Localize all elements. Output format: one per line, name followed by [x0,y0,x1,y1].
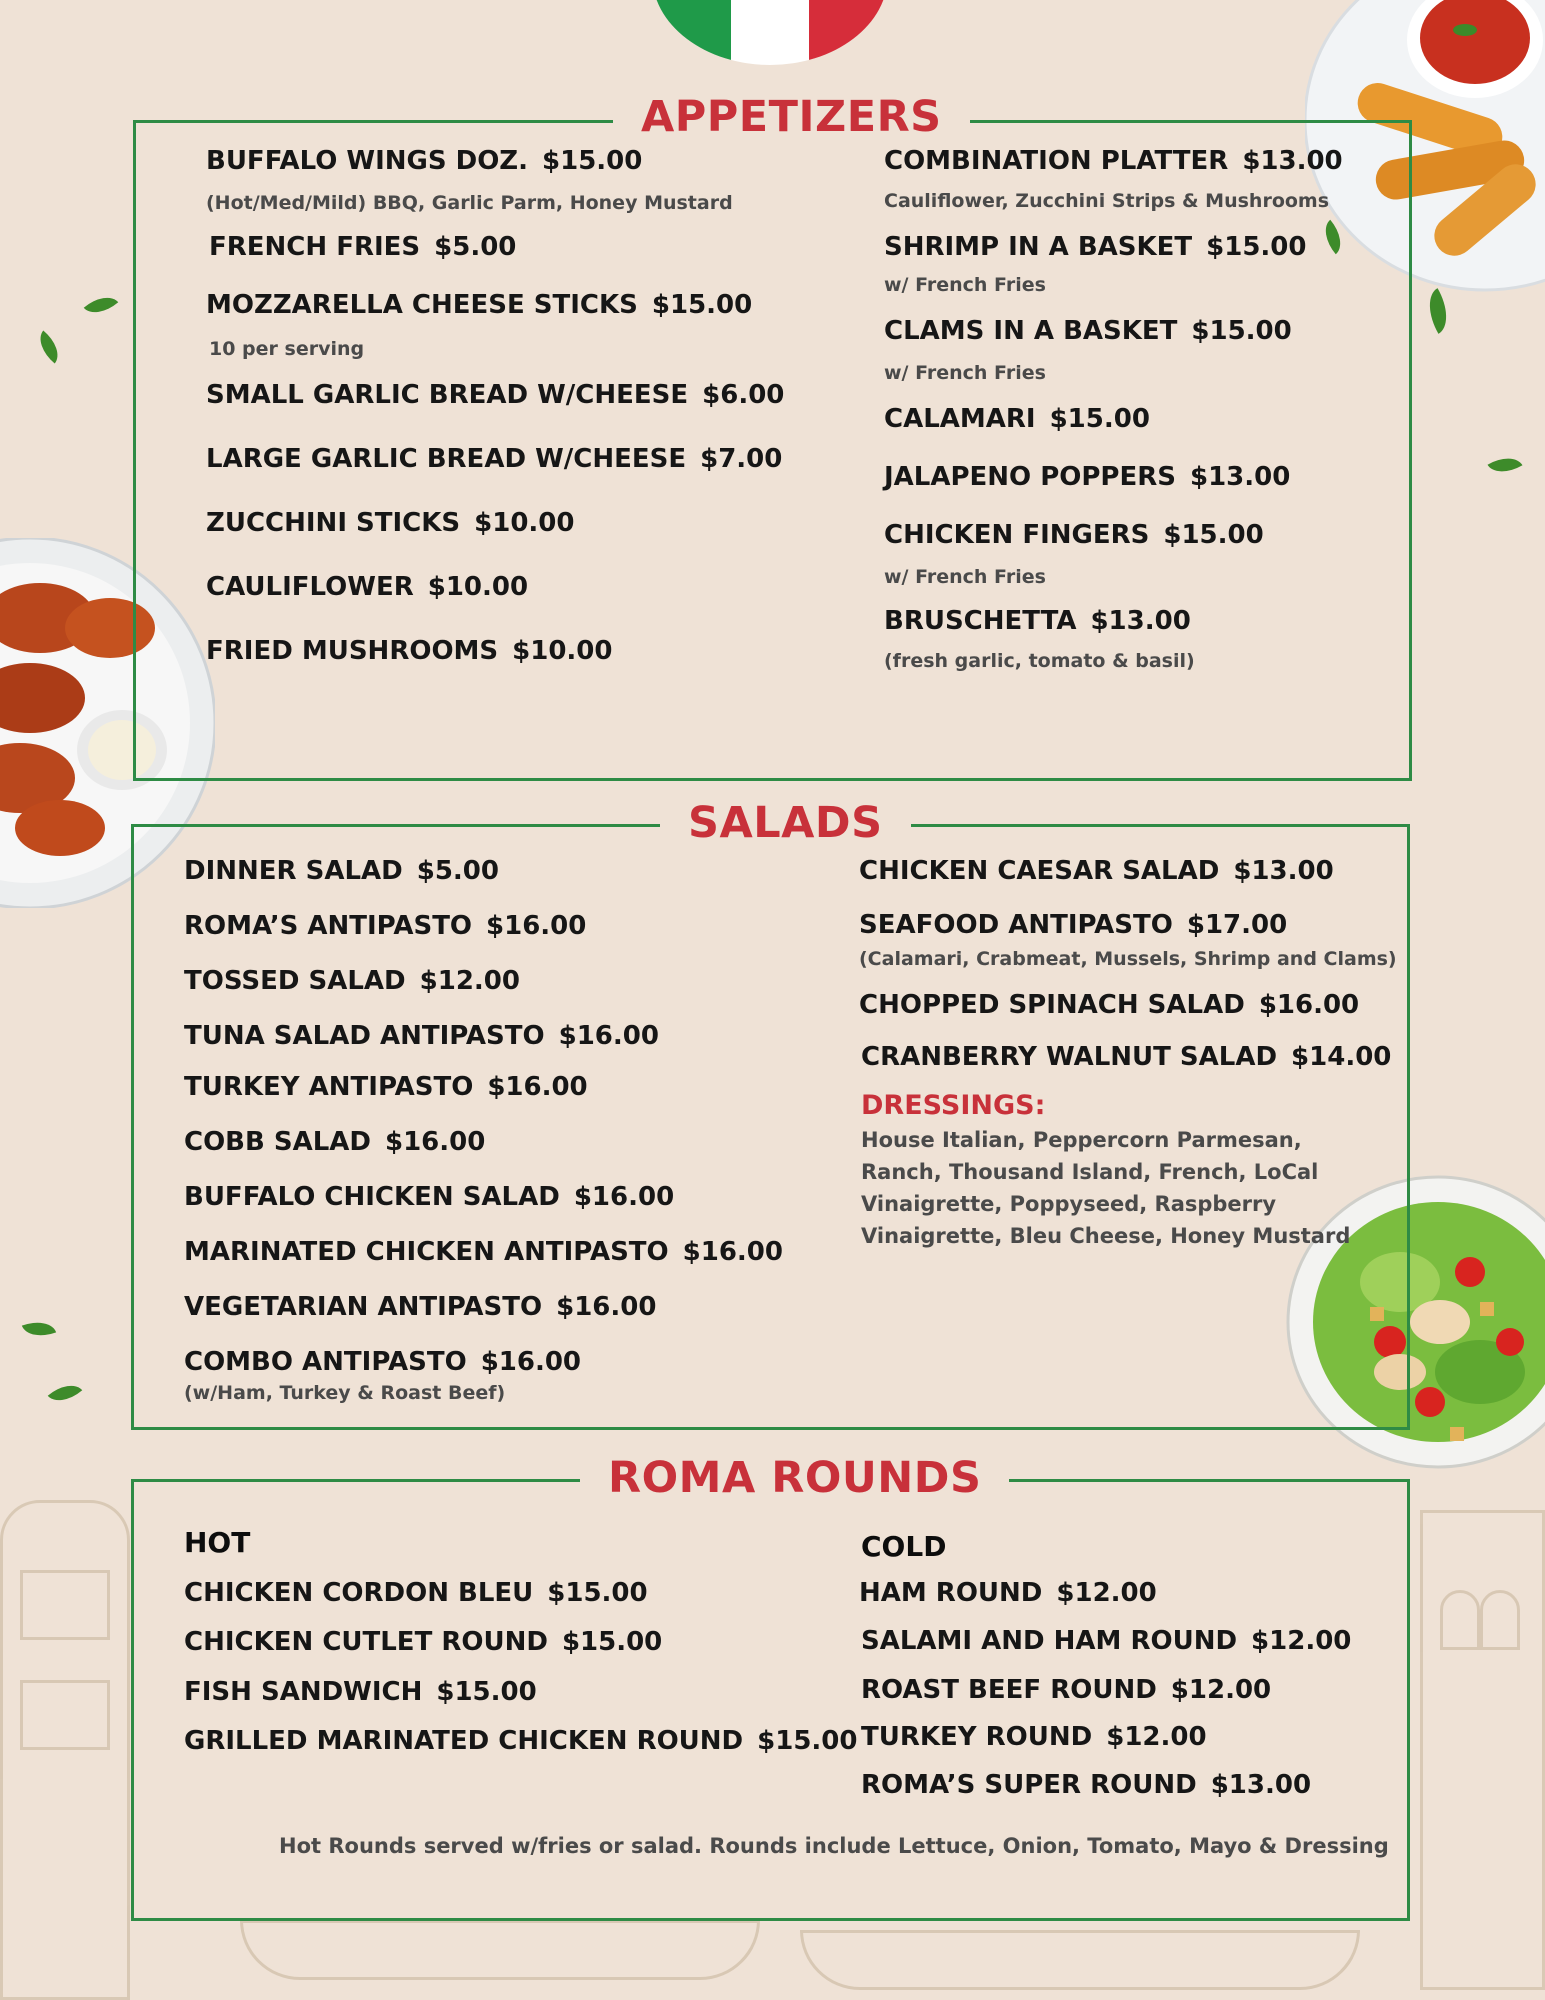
menu-item: BUFFALO WINGS DOZ. $15.00 [206,146,643,176]
menu-item: JALAPENO POPPERS $13.00 [884,462,1291,492]
basil-leaf-icon [22,1315,56,1342]
menu-item: LARGE GARLIC BREAD W/CHEESE $7.00 [206,444,783,474]
menu-item: ZUCCHINI STICKS $10.00 [206,508,575,538]
menu-item-note: Cauliflower, Zucchini Strips & Mushrooms [884,190,1330,212]
menu-item: CRANBERRY WALNUT SALAD $14.00 [861,1042,1392,1072]
menu-item: FISH SANDWICH $15.00 [184,1677,537,1707]
basil-leaf-icon [48,1376,83,1409]
roma-rounds-heading: ROMA ROUNDS [580,1453,1009,1503]
menu-item: GRILLED MARINATED CHICKEN ROUND $15.00 [184,1726,858,1756]
menu-item: COMBO ANTIPASTO $16.00 [184,1347,582,1377]
menu-item-note: (w/Ham, Turkey & Roast Beef) [184,1382,506,1404]
menu-item: CHICKEN CUTLET ROUND $15.00 [184,1627,663,1657]
menu-item: VEGETARIAN ANTIPASTO $16.00 [184,1292,657,1322]
menu-item: ROMA’S SUPER ROUND $13.00 [861,1770,1312,1800]
menu-item: MARINATED CHICKEN ANTIPASTO $16.00 [184,1237,783,1267]
menu-item: SHRIMP IN A BASKET $15.00 [884,232,1307,262]
menu-item-note: w/ French Fries [884,362,1046,384]
menu-item: FRIED MUSHROOMS $10.00 [206,636,613,666]
menu-item: CLAMS IN A BASKET $15.00 [884,316,1292,346]
menu-item-note: (fresh garlic, tomato & basil) [884,650,1195,672]
menu-item: TOSSED SALAD $12.00 [184,966,520,996]
menu-item: TURKEY ANTIPASTO $16.00 [184,1072,588,1102]
basil-leaf-icon [1488,450,1523,481]
menu-item: CHICKEN CORDON BLEU $15.00 [184,1578,648,1608]
dressings-list: House Italian, Peppercorn Parmesan, Ranch, Thousand Island, French, LoCal Vinaigrette, Poppyseed, Raspberry Vinaigrette, Bleu Cheese, Honey Mustard [861,1128,1351,1248]
menu-item: ROMA’S ANTIPASTO $16.00 [184,911,587,941]
menu-item-note: 10 per serving [209,338,365,360]
menu-item-note: w/ French Fries [884,274,1046,296]
menu-item: CAULIFLOWER $10.00 [206,572,529,602]
hot-label: HOT [184,1526,251,1559]
basil-leaf-icon [1418,288,1457,334]
basil-leaf-icon [32,330,67,363]
menu-item: CHOPPED SPINACH SALAD $16.00 [859,990,1360,1020]
appetizers-heading: APPETIZERS [613,92,970,142]
menu-item: TUNA SALAD ANTIPASTO $16.00 [184,1021,659,1051]
menu-item: BUFFALO CHICKEN SALAD $16.00 [184,1182,675,1212]
menu-item: CHICKEN CAESAR SALAD $13.00 [859,856,1334,886]
salads-heading: SALADS [660,798,911,848]
menu-item: HAM ROUND $12.00 [859,1578,1157,1608]
menu-item-note: w/ French Fries [884,566,1046,588]
menu-item-note: (Calamari, Crabmeat, Mussels, Shrimp and Clams) [859,948,1397,970]
menu-item: SALAMI AND HAM ROUND $12.00 [861,1626,1352,1656]
dressings-heading: DRESSINGS: [861,1090,1046,1121]
menu-item: TURKEY ROUND $12.00 [861,1722,1207,1752]
rounds-footer-note: Hot Rounds served w/fries or salad. Rounds include Lettuce, Onion, Tomato, Mayo & Dressing [279,1834,1389,1858]
menu-item: SMALL GARLIC BREAD W/CHEESE $6.00 [206,380,785,410]
menu-item: CHICKEN FINGERS $15.00 [884,520,1264,550]
menu-item: COBB SALAD $16.00 [184,1127,486,1157]
menu-item: MOZZARELLA CHEESE STICKS $15.00 [206,290,753,320]
menu-item-note: (Hot/Med/Mild) BBQ, Garlic Parm, Honey Mustard [206,192,733,214]
menu-item: FRENCH FRIES $5.00 [209,232,517,262]
menu-item: ROAST BEEF ROUND $12.00 [861,1675,1272,1705]
menu-item: CALAMARI $15.00 [884,404,1150,434]
menu-item: BRUSCHETTA $13.00 [884,606,1191,636]
basil-leaf-icon [84,288,119,321]
menu-item: SEAFOOD ANTIPASTO $17.00 [859,910,1288,940]
italian-flag-icon [652,0,888,75]
cold-label: COLD [861,1530,947,1563]
menu-item: COMBINATION PLATTER $13.00 [884,146,1343,176]
menu-item: DINNER SALAD $5.00 [184,856,499,886]
